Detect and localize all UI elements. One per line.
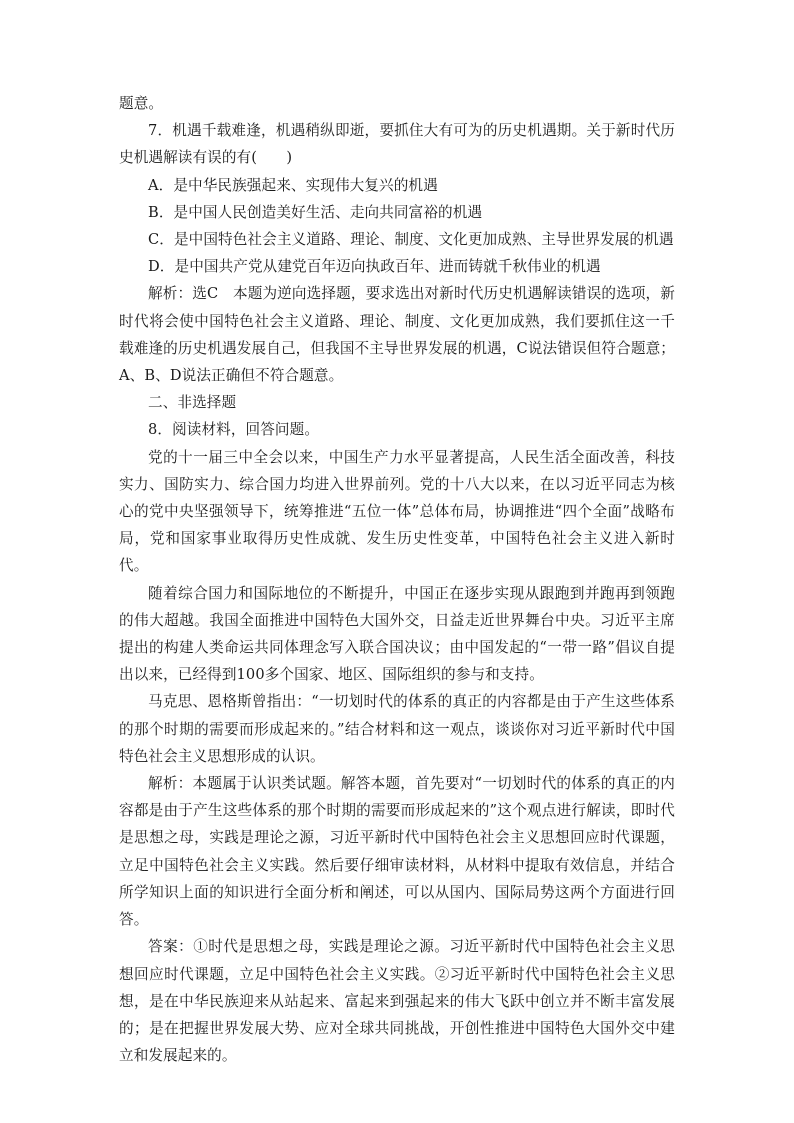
paragraph-continuation: 题意。	[119, 95, 164, 112]
question-8-stem: 8．阅读材料，回答问题。	[148, 421, 320, 439]
section-heading-non-choice: 二、非选择题	[148, 394, 237, 412]
question-7-option-b: B．是中国人民创造美好生活、走向共同富裕的机遇	[148, 203, 483, 221]
question-7-option-a: A．是中华民族强起来、实现伟大复兴的机遇	[148, 176, 438, 194]
question-8-answer: 答案：①时代是思想之母，实践是理论之源。习近平新时代中国特色社会主义思想回应时代课题，立足中国特色社会主义实践。②习近平新时代中国特色社会主义思想，是在中华民族迎来从站起来、富起来到强起来的伟大飞跃中创立并不断丰富发展的；是在把握世界发展大势、应对全球共同挑战，开创性推进中国特色大国外交中建立和发展起来的。	[119, 938, 675, 1065]
question-7-stem: 7．机遇千载难逢，机遇稍纵即逝，要抓住大有可为的历史机遇期。关于新时代历史机遇解读有误的有( )	[119, 122, 675, 167]
document-page	[119, 90, 675, 1069]
question-7-option-c: C．是中国特色社会主义道路、理论、制度、文化更加成熟、主导世界发展的机遇	[148, 231, 674, 249]
question-8-prompt: 马克思、恩格斯曾指出：“一切划时代的体系的真正的内容都是由于产生这些体系的那个时期的需要而形成起来的。”结合材料和这一观点，谈谈你对习近平新时代中国特色社会主义思想形成的认识。	[119, 693, 675, 765]
question-7-analysis: 解析：选C 本题为逆向选择题，要求选出对新时代历史机遇解读错误的选项，新时代将会使中国特色社会主义道路、理论、制度、文化更加成熟，我们要抓住这一千载难逢的历史机遇发展自己，但我国不主导世界发展的机遇，C说法错误但符合题意；A、B、D说法正确但不符合题意。	[119, 285, 675, 385]
question-7-option-d: D．是中国共产党从建党百年迈向执政百年、进而铸就千秋伟业的机遇	[148, 258, 601, 276]
material-paragraph-2: 随着综合国力和国际地位的不断提升，中国正在逐步实现从跟跑到并跑再到领跑的伟大超越。我国全面推进中国特色大国外交，日益走近世界舞台中央。习近平主席提出的构建人类命运共同体理念写入联合国决议；由中国发起的“一带一路”倡议自提出以来，已经得到100多个国家、地区、国际组织的参与和支持。	[119, 584, 675, 684]
material-paragraph-1: 党的十一届三中全会以来，中国生产力水平显著提高，人民生活全面改善，科技实力、国防实力、综合国力均进入世界前列。党的十八大以来，在以习近平同志为核心的党中央坚强领导下，统筹推进“五位一体”总体布局，协调推进“四个全面”战略布局，党和国家事业取得历史性成就、发生历史性变革，中国特色社会主义进入新时代。	[119, 448, 675, 575]
question-8-analysis: 解析：本题属于认识类试题。解答本题，首先要对“一切划时代的体系的真正的内容都是由于产生这些体系的那个时期的需要而形成起来的”这个观点进行解读，即时代是思想之母，实践是理论之源，习近平新时代中国特色社会主义思想回应时代课题，立足中国特色社会主义实践。然后要仔细审读材料，从材料中提取有效信息，并结合所学知识上面的知识进行全面分析和阐述，可以从国内、国际局势这两个方面进行回答。	[119, 775, 675, 929]
